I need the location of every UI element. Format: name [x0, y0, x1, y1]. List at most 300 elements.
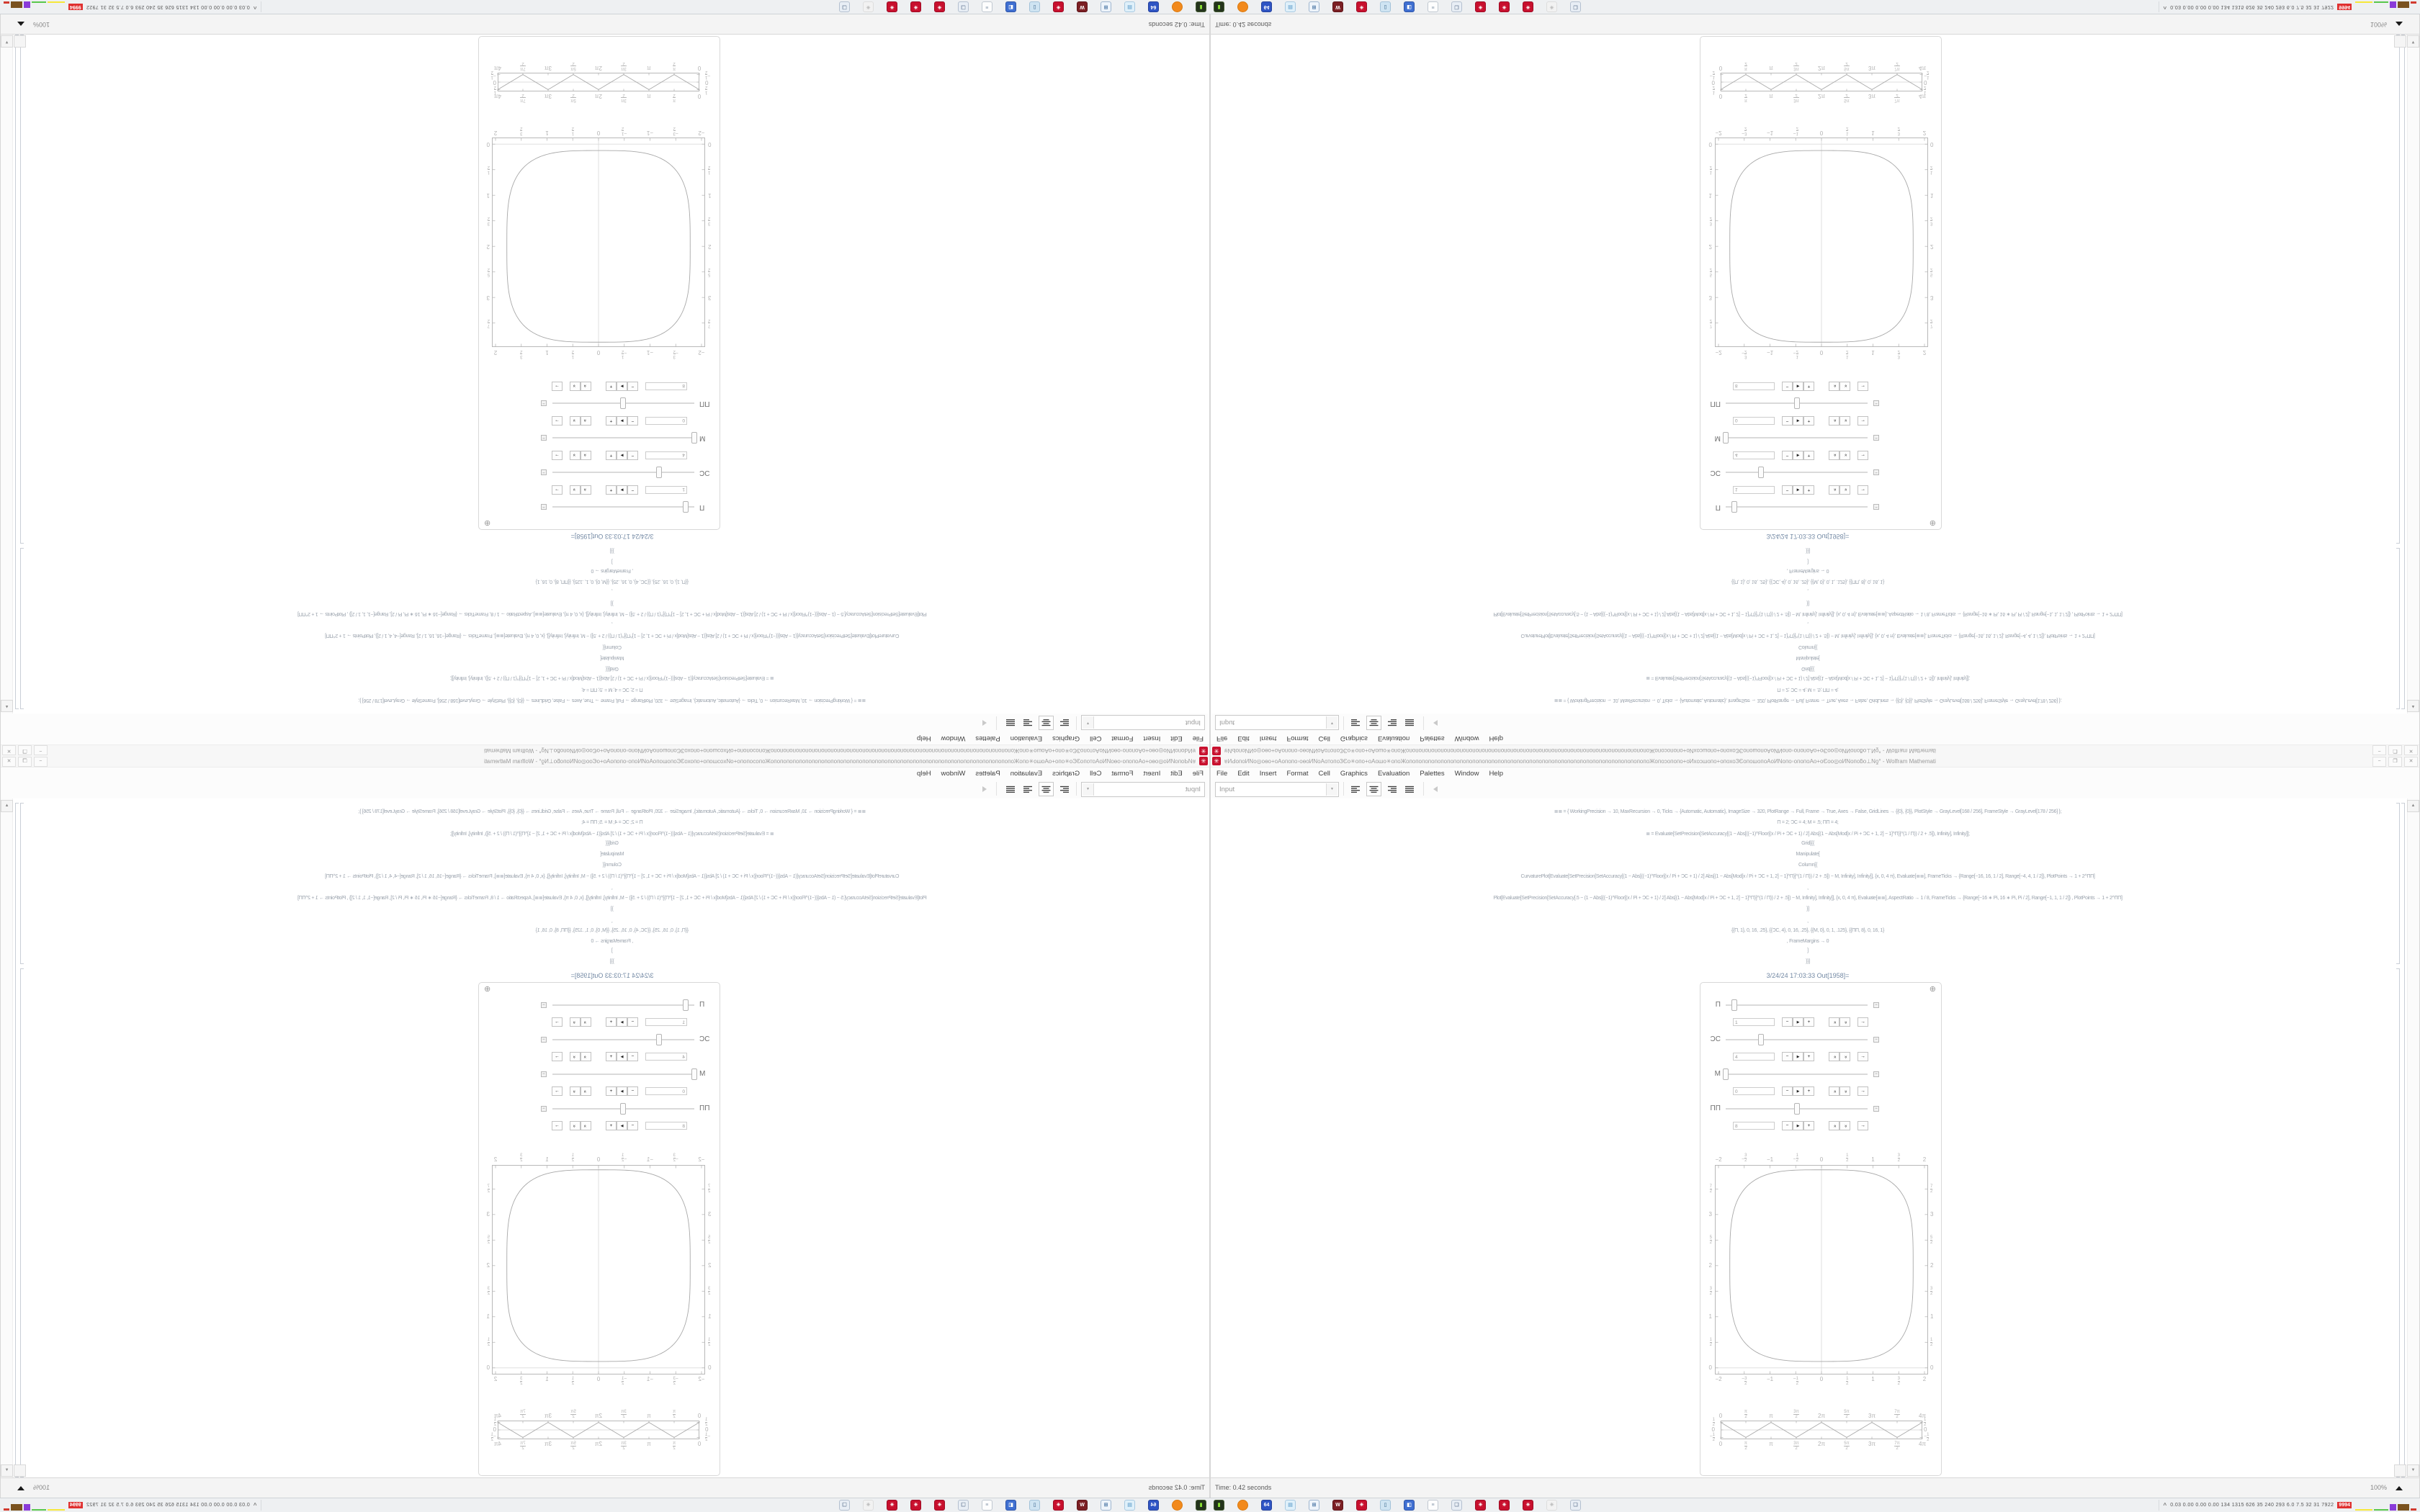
- slider-value-input[interactable]: [645, 486, 687, 494]
- cell-style-dropdown[interactable]: [1215, 782, 1339, 797]
- taskbar-device-icon[interactable]: ▯: [1029, 1, 1040, 12]
- stepper-plus-button[interactable]: +: [1803, 1052, 1814, 1061]
- slider-collapse-button[interactable]: −: [1873, 1106, 1879, 1112]
- notebook-content[interactable]: [1210, 35, 2420, 714]
- slider-thumb[interactable]: [683, 501, 689, 513]
- restore-button[interactable]: ❐: [2388, 757, 2402, 767]
- menu-insert[interactable]: Insert: [1259, 770, 1277, 778]
- taskbar-writer-icon[interactable]: W: [1077, 1, 1088, 12]
- stepper-plus-button[interactable]: +: [1803, 1121, 1814, 1130]
- output-cell-bracket[interactable]: [20, 35, 24, 544]
- stepper-play-button[interactable]: ▶: [1793, 1086, 1803, 1096]
- align-left-button[interactable]: [1057, 716, 1072, 730]
- scroll-up-icon[interactable]: ▲: [1, 800, 13, 812]
- slider-value-input[interactable]: [645, 1122, 687, 1130]
- slider-track[interactable]: [1726, 437, 1868, 438]
- stepper-plus-button[interactable]: +: [1803, 416, 1814, 426]
- taskbar-firefox-icon[interactable]: [1237, 1, 1248, 12]
- close-button[interactable]: ✕: [2, 757, 16, 767]
- stepper-slower-button[interactable]: »: [570, 1052, 581, 1061]
- stepper-plus-button[interactable]: +: [606, 1121, 617, 1130]
- taskbar-commodore64-icon[interactable]: 64: [1148, 1500, 1159, 1511]
- stepper-plus-button[interactable]: +: [1803, 1017, 1814, 1027]
- taskbar-pages-icon[interactable]: ❏: [839, 1, 850, 12]
- back-arrow-icon[interactable]: [1433, 720, 1438, 726]
- taskbar-device-icon[interactable]: ▯: [1380, 1500, 1391, 1511]
- slider-thumb[interactable]: [656, 467, 662, 478]
- taskbar-device-icon[interactable]: ▯: [1380, 1, 1391, 12]
- notebook-content[interactable]: [1210, 798, 2420, 1477]
- menu-palettes[interactable]: Palettes: [1420, 770, 1445, 778]
- slider-collapse-button[interactable]: −: [541, 1002, 547, 1008]
- stepper-faster-button[interactable]: «: [581, 1086, 591, 1096]
- manipulate-menu-icon[interactable]: ⊕: [484, 518, 491, 527]
- stepper-play-button[interactable]: ▶: [617, 416, 627, 426]
- taskbar-system-monitor-icon[interactable]: ▮: [1214, 1, 1224, 12]
- slider-value-input[interactable]: [1733, 1018, 1775, 1026]
- stepper-faster-button[interactable]: «: [581, 485, 591, 495]
- back-arrow-icon[interactable]: [982, 786, 987, 792]
- scroll-corner[interactable]: [14, 1464, 26, 1477]
- slider-collapse-button[interactable]: −: [541, 435, 547, 441]
- stepper-slower-button[interactable]: »: [570, 485, 581, 495]
- cell-group-bracket[interactable]: [15, 35, 19, 709]
- scroll-corner[interactable]: [2394, 35, 2406, 48]
- slider-value-input[interactable]: [1733, 417, 1775, 425]
- stepper-faster-button[interactable]: «: [1829, 451, 1839, 460]
- input-cell[interactable]: [14, 498, 1210, 714]
- menu-insert[interactable]: Insert: [1143, 734, 1161, 742]
- slider-track[interactable]: [552, 1039, 694, 1040]
- taskbar-browser-icon[interactable]: ◧: [1005, 1, 1016, 12]
- stepper-slower-button[interactable]: »: [1839, 451, 1850, 460]
- slider-track[interactable]: [552, 1074, 694, 1075]
- menu-palettes[interactable]: Palettes: [975, 770, 1000, 778]
- stepper-step-button[interactable]: →: [1857, 382, 1868, 391]
- taskbar-commodore64-icon[interactable]: 64: [1148, 1, 1159, 12]
- stepper-plus-button[interactable]: +: [606, 1017, 617, 1027]
- taskbar-pages-icon[interactable]: ❏: [1570, 1, 1581, 12]
- taskbar-writer-icon[interactable]: W: [1332, 1500, 1343, 1511]
- input-cell-bracket[interactable]: [2396, 803, 2400, 964]
- slider-collapse-button[interactable]: −: [1873, 1071, 1879, 1077]
- minimize-button[interactable]: −: [2372, 757, 2386, 767]
- slider-track[interactable]: [1726, 1074, 1868, 1075]
- scroll-up-icon[interactable]: ▲: [2407, 700, 2419, 712]
- menu-edit[interactable]: Edit: [1170, 770, 1183, 778]
- manipulate-menu-icon[interactable]: ⊕: [1929, 985, 1936, 994]
- align-left-button[interactable]: [1348, 716, 1363, 730]
- align-justify-button[interactable]: [1003, 716, 1018, 730]
- cell-style-dropdown[interactable]: [1081, 715, 1205, 730]
- stepper-faster-button[interactable]: «: [1829, 1052, 1839, 1061]
- stepper-play-button[interactable]: ▶: [1793, 416, 1803, 426]
- stepper-plus-button[interactable]: +: [606, 382, 617, 391]
- dropdown-arrow-icon[interactable]: ▼: [1083, 716, 1094, 729]
- stepper-slower-button[interactable]: »: [570, 1086, 581, 1096]
- magnification-menu-icon[interactable]: [2396, 1486, 2403, 1490]
- scroll-down-icon[interactable]: ▼: [2407, 35, 2419, 48]
- stepper-play-button[interactable]: ▶: [1793, 1052, 1803, 1061]
- taskbar-commodore64-icon[interactable]: 64: [1261, 1500, 1272, 1511]
- magnification-menu-icon[interactable]: [17, 22, 24, 26]
- menu-graphics[interactable]: Graphics: [1052, 770, 1080, 778]
- tray-expand-icon[interactable]: ^: [2163, 4, 2167, 10]
- menu-palettes[interactable]: Palettes: [975, 734, 1000, 742]
- taskbar-notes-icon[interactable]: ▤: [1285, 1500, 1296, 1511]
- menu-graphics[interactable]: Graphics: [1052, 734, 1080, 742]
- stepper-minus-button[interactable]: −: [1782, 382, 1793, 391]
- align-center-button[interactable]: [1366, 716, 1381, 730]
- stepper-step-button[interactable]: →: [1857, 451, 1868, 460]
- stepper-minus-button[interactable]: −: [1782, 1017, 1793, 1027]
- stepper-faster-button[interactable]: «: [581, 1017, 591, 1027]
- menu-window[interactable]: Window: [941, 734, 966, 742]
- menu-evaluation[interactable]: Evaluation: [1377, 770, 1410, 778]
- menu-format[interactable]: Format: [1111, 770, 1134, 778]
- stepper-play-button[interactable]: ▶: [617, 1052, 627, 1061]
- stepper-faster-button[interactable]: «: [581, 1052, 591, 1061]
- slider-value-input[interactable]: [645, 451, 687, 459]
- taskbar-calculator-icon[interactable]: ⊞: [1309, 1, 1319, 12]
- restore-button[interactable]: ❐: [18, 745, 32, 755]
- align-center-button[interactable]: [1039, 716, 1054, 730]
- stepper-plus-button[interactable]: +: [1803, 485, 1814, 495]
- slider-value-input[interactable]: [1733, 382, 1775, 390]
- stepper-step-button[interactable]: →: [552, 451, 563, 460]
- slider-collapse-button[interactable]: −: [1873, 504, 1879, 510]
- menu-file[interactable]: File: [1216, 734, 1228, 742]
- slider-thumb[interactable]: [1731, 501, 1737, 513]
- taskbar-pages-icon[interactable]: ❏: [839, 1500, 850, 1511]
- tray-expand-icon[interactable]: ^: [2163, 1502, 2167, 1508]
- stepper-play-button[interactable]: ▶: [617, 485, 627, 495]
- slider-track[interactable]: [1726, 472, 1868, 473]
- stepper-step-button[interactable]: →: [1857, 1086, 1868, 1096]
- taskbar-mathematica-icon[interactable]: ✳: [1356, 1, 1367, 12]
- slider-value-input[interactable]: [645, 1087, 687, 1095]
- stepper-play-button[interactable]: ▶: [1793, 485, 1803, 495]
- taskbar-mathematica-icon[interactable]: ✳: [1523, 1500, 1533, 1511]
- stepper-step-button[interactable]: →: [1857, 1052, 1868, 1061]
- taskbar-calculator-icon[interactable]: ⊞: [1101, 1500, 1111, 1511]
- cell-group-bracket[interactable]: [15, 803, 19, 1477]
- taskbar-pages-icon[interactable]: ❏: [1451, 1500, 1462, 1511]
- stepper-slower-button[interactable]: »: [1839, 1017, 1850, 1027]
- stepper-step-button[interactable]: →: [1857, 1017, 1868, 1027]
- notebook-content[interactable]: [0, 798, 1210, 1477]
- slider-value-input[interactable]: [645, 382, 687, 390]
- stepper-plus-button[interactable]: +: [1803, 382, 1814, 391]
- stepper-step-button[interactable]: →: [1857, 1121, 1868, 1130]
- minimize-button[interactable]: −: [2372, 745, 2386, 755]
- stepper-play-button[interactable]: ▶: [617, 382, 627, 391]
- stepper-faster-button[interactable]: «: [1829, 485, 1839, 495]
- align-left-button[interactable]: [1057, 782, 1072, 796]
- taskbar-mathematica-icon[interactable]: ✳: [1475, 1500, 1486, 1511]
- slider-collapse-button[interactable]: −: [1873, 1037, 1879, 1043]
- slider-collapse-button[interactable]: −: [541, 1037, 547, 1043]
- menu-evaluation[interactable]: Evaluation: [1010, 770, 1043, 778]
- stepper-minus-button[interactable]: −: [627, 485, 638, 495]
- scroll-corner[interactable]: [14, 35, 26, 48]
- slider-value-input[interactable]: [1733, 451, 1775, 459]
- stepper-minus-button[interactable]: −: [1782, 1121, 1793, 1130]
- stepper-faster-button[interactable]: «: [1829, 382, 1839, 391]
- menu-palettes[interactable]: Palettes: [1420, 734, 1445, 742]
- taskbar-mathematica-icon[interactable]: ✳: [934, 1, 945, 12]
- scroll-down-icon[interactable]: ▼: [1, 35, 13, 48]
- taskbar-document-icon[interactable]: ≡: [982, 1500, 992, 1511]
- taskbar-browser-icon[interactable]: ◧: [1404, 1, 1415, 12]
- menu-cell[interactable]: Cell: [1090, 734, 1102, 742]
- menu-file[interactable]: File: [1192, 734, 1204, 742]
- align-justify-button[interactable]: [1402, 782, 1417, 796]
- slider-collapse-button[interactable]: −: [1873, 1002, 1879, 1008]
- scroll-up-icon[interactable]: ▲: [1, 700, 13, 712]
- menu-edit[interactable]: Edit: [1237, 770, 1250, 778]
- slider-track[interactable]: [552, 506, 694, 508]
- stepper-plus-button[interactable]: +: [606, 451, 617, 460]
- align-left-button[interactable]: [1348, 782, 1363, 796]
- align-right-button[interactable]: [1021, 716, 1036, 730]
- stepper-faster-button[interactable]: «: [1829, 1121, 1839, 1130]
- slider-value-input[interactable]: [1733, 1122, 1775, 1130]
- stepper-faster-button[interactable]: «: [1829, 416, 1839, 426]
- stepper-play-button[interactable]: ▶: [617, 1121, 627, 1130]
- manipulate-menu-icon[interactable]: ⊕: [1929, 518, 1936, 527]
- stepper-plus-button[interactable]: +: [606, 485, 617, 495]
- menu-edit[interactable]: Edit: [1237, 734, 1250, 742]
- taskbar-mathematica-icon[interactable]: ✳: [934, 1500, 945, 1511]
- output-cell-bracket[interactable]: [2396, 35, 2400, 544]
- taskbar-mathematica-icon[interactable]: ✳: [887, 1, 897, 12]
- magnification-menu-icon[interactable]: [2396, 22, 2403, 26]
- taskbar-document-icon[interactable]: ≡: [982, 1, 992, 12]
- stepper-plus-button[interactable]: +: [1803, 451, 1814, 460]
- taskbar-pages-icon[interactable]: ❏: [1451, 1, 1462, 12]
- taskbar-mathematica-icon[interactable]: ✳: [1523, 1, 1533, 12]
- tray-expand-icon[interactable]: ^: [253, 1502, 257, 1508]
- menu-insert[interactable]: Insert: [1259, 734, 1277, 742]
- slider-track[interactable]: [1726, 1039, 1868, 1040]
- stepper-play-button[interactable]: ▶: [617, 1017, 627, 1027]
- slider-track[interactable]: [552, 1004, 694, 1006]
- stepper-minus-button[interactable]: −: [627, 1086, 638, 1096]
- menu-help[interactable]: Help: [1489, 770, 1503, 778]
- taskbar-ghost-icon[interactable]: ✳: [1546, 1, 1557, 12]
- scroll-down-icon[interactable]: ▼: [2407, 1464, 2419, 1477]
- scroll-up-icon[interactable]: ▲: [2407, 800, 2419, 812]
- slider-thumb[interactable]: [683, 999, 689, 1011]
- taskbar-document-icon[interactable]: ≡: [1428, 1, 1438, 12]
- menu-evaluation[interactable]: Evaluation: [1010, 734, 1043, 742]
- stepper-minus-button[interactable]: −: [1782, 485, 1793, 495]
- menu-cell[interactable]: Cell: [1318, 770, 1330, 778]
- taskbar-mathematica-icon[interactable]: ✳: [887, 1500, 897, 1511]
- slider-collapse-button[interactable]: −: [1873, 469, 1879, 475]
- taskbar-firefox-icon[interactable]: [1172, 1500, 1183, 1511]
- scroll-corner[interactable]: [2394, 1464, 2406, 1477]
- slider-track[interactable]: [552, 437, 694, 438]
- taskbar-mathematica-icon[interactable]: ✳: [1499, 1, 1510, 12]
- stepper-faster-button[interactable]: «: [581, 416, 591, 426]
- stepper-plus-button[interactable]: +: [1803, 1086, 1814, 1096]
- close-button[interactable]: ✕: [2404, 757, 2418, 767]
- stepper-faster-button[interactable]: «: [581, 1121, 591, 1130]
- stepper-minus-button[interactable]: −: [627, 1052, 638, 1061]
- stepper-step-button[interactable]: →: [552, 485, 563, 495]
- scroll-down-icon[interactable]: ▼: [1, 1464, 13, 1477]
- taskbar-browser-icon[interactable]: ◧: [1005, 1500, 1016, 1511]
- align-center-button[interactable]: [1366, 782, 1381, 796]
- slider-thumb[interactable]: [621, 397, 627, 409]
- menu-cell[interactable]: Cell: [1090, 770, 1102, 778]
- menu-window[interactable]: Window: [1454, 734, 1479, 742]
- align-right-button[interactable]: [1384, 716, 1399, 730]
- cell-group-bracket[interactable]: [2401, 803, 2405, 1477]
- stepper-play-button[interactable]: ▶: [1793, 1121, 1803, 1130]
- dropdown-arrow-icon[interactable]: ▼: [1326, 783, 1337, 796]
- back-arrow-icon[interactable]: [1433, 786, 1438, 792]
- slider-track[interactable]: [1726, 1004, 1868, 1006]
- slider-value-input[interactable]: [1733, 1053, 1775, 1061]
- stepper-slower-button[interactable]: »: [1839, 1052, 1850, 1061]
- slider-thumb[interactable]: [691, 432, 697, 444]
- taskbar-notes-icon[interactable]: ▤: [1124, 1500, 1135, 1511]
- menu-graphics[interactable]: Graphics: [1340, 734, 1368, 742]
- slider-thumb[interactable]: [1794, 397, 1800, 409]
- menu-file[interactable]: File: [1216, 770, 1228, 778]
- menu-insert[interactable]: Insert: [1143, 770, 1161, 778]
- stepper-minus-button[interactable]: −: [627, 451, 638, 460]
- taskbar-mathematica-icon[interactable]: ✳: [1053, 1, 1064, 12]
- stepper-plus-button[interactable]: +: [606, 1086, 617, 1096]
- menu-format[interactable]: Format: [1111, 734, 1134, 742]
- align-right-button[interactable]: [1384, 782, 1399, 796]
- slider-thumb[interactable]: [656, 1034, 662, 1045]
- stepper-step-button[interactable]: →: [552, 1086, 563, 1096]
- slider-value-input[interactable]: [645, 417, 687, 425]
- menu-edit[interactable]: Edit: [1170, 734, 1183, 742]
- slider-thumb[interactable]: [1723, 432, 1729, 444]
- cell-style-dropdown[interactable]: [1081, 782, 1205, 797]
- slider-collapse-button[interactable]: −: [1873, 400, 1879, 406]
- taskbar-system-monitor-icon[interactable]: ▮: [1214, 1500, 1224, 1511]
- stepper-minus-button[interactable]: −: [627, 1017, 638, 1027]
- stepper-play-button[interactable]: ▶: [617, 1086, 627, 1096]
- stepper-play-button[interactable]: ▶: [1793, 1017, 1803, 1027]
- dropdown-arrow-icon[interactable]: ▼: [1326, 716, 1337, 729]
- slider-collapse-button[interactable]: −: [541, 469, 547, 475]
- stepper-slower-button[interactable]: »: [570, 1121, 581, 1130]
- stepper-faster-button[interactable]: «: [581, 451, 591, 460]
- stepper-play-button[interactable]: ▶: [1793, 382, 1803, 391]
- slider-thumb[interactable]: [1758, 1034, 1764, 1045]
- taskbar-browser-icon[interactable]: ◧: [1404, 1500, 1415, 1511]
- stepper-faster-button[interactable]: «: [1829, 1086, 1839, 1096]
- taskbar-mathematica-icon[interactable]: ✳: [1356, 1500, 1367, 1511]
- taskbar-calculator-icon[interactable]: ⊞: [1309, 1500, 1319, 1511]
- stepper-plus-button[interactable]: +: [606, 1052, 617, 1061]
- slider-collapse-button[interactable]: −: [541, 504, 547, 510]
- slider-value-input[interactable]: [645, 1053, 687, 1061]
- menu-graphics[interactable]: Graphics: [1340, 770, 1368, 778]
- menu-format[interactable]: Format: [1286, 734, 1309, 742]
- stepper-minus-button[interactable]: −: [627, 382, 638, 391]
- taskbar-writer-icon[interactable]: W: [1332, 1, 1343, 12]
- back-arrow-icon[interactable]: [982, 720, 987, 726]
- taskbar-firefox-icon[interactable]: [1237, 1500, 1248, 1511]
- stepper-slower-button[interactable]: »: [1839, 1121, 1850, 1130]
- stepper-minus-button[interactable]: −: [1782, 416, 1793, 426]
- taskbar-mathematica-icon[interactable]: ✳: [1475, 1, 1486, 12]
- taskbar-calculator-icon[interactable]: ⊞: [1101, 1, 1111, 12]
- stepper-slower-button[interactable]: »: [570, 416, 581, 426]
- menu-format[interactable]: Format: [1286, 770, 1309, 778]
- slider-collapse-button[interactable]: −: [1873, 435, 1879, 441]
- taskbar-mathematica-icon[interactable]: ✳: [910, 1500, 921, 1511]
- stepper-play-button[interactable]: ▶: [617, 451, 627, 460]
- stepper-minus-button[interactable]: −: [627, 1121, 638, 1130]
- taskbar-notes-icon[interactable]: ▤: [1124, 1, 1135, 12]
- taskbar-pages-icon[interactable]: ❏: [958, 1500, 969, 1511]
- stepper-step-button[interactable]: →: [1857, 416, 1868, 426]
- cell-group-bracket[interactable]: [2401, 35, 2405, 709]
- taskbar-system-monitor-icon[interactable]: ▮: [1196, 1, 1206, 12]
- close-button[interactable]: ✕: [2404, 745, 2418, 755]
- menu-window[interactable]: Window: [1454, 770, 1479, 778]
- align-justify-button[interactable]: [1003, 782, 1018, 796]
- stepper-slower-button[interactable]: »: [1839, 382, 1850, 391]
- taskbar-writer-icon[interactable]: W: [1077, 1500, 1088, 1511]
- input-cell-bracket[interactable]: [2396, 548, 2400, 709]
- slider-thumb[interactable]: [1731, 999, 1737, 1011]
- menu-evaluation[interactable]: Evaluation: [1377, 734, 1410, 742]
- stepper-step-button[interactable]: →: [552, 1121, 563, 1130]
- slider-collapse-button[interactable]: −: [541, 400, 547, 406]
- input-cell-bracket[interactable]: [20, 548, 24, 709]
- stepper-minus-button[interactable]: −: [627, 416, 638, 426]
- vertical-scrollbar[interactable]: [0, 798, 13, 1477]
- stepper-slower-button[interactable]: »: [570, 382, 581, 391]
- taskbar-ghost-icon[interactable]: ✳: [863, 1500, 874, 1511]
- taskbar-device-icon[interactable]: ▯: [1029, 1500, 1040, 1511]
- slider-value-input[interactable]: [1733, 486, 1775, 494]
- stepper-slower-button[interactable]: »: [570, 451, 581, 460]
- stepper-minus-button[interactable]: −: [1782, 1052, 1793, 1061]
- menu-help[interactable]: Help: [1489, 734, 1503, 742]
- slider-track[interactable]: [552, 472, 694, 473]
- menu-file[interactable]: File: [1192, 770, 1204, 778]
- vertical-scrollbar[interactable]: [2407, 798, 2420, 1477]
- stepper-faster-button[interactable]: «: [1829, 1017, 1839, 1027]
- slider-thumb[interactable]: [1794, 1103, 1800, 1115]
- vertical-scrollbar[interactable]: [2407, 35, 2420, 714]
- slider-thumb[interactable]: [691, 1068, 697, 1080]
- stepper-slower-button[interactable]: »: [570, 1017, 581, 1027]
- manipulate-menu-icon[interactable]: ⊕: [484, 985, 491, 994]
- stepper-step-button[interactable]: →: [552, 1017, 563, 1027]
- stepper-plus-button[interactable]: +: [606, 416, 617, 426]
- stepper-faster-button[interactable]: «: [581, 382, 591, 391]
- taskbar-pages-icon[interactable]: ❏: [1570, 1500, 1581, 1511]
- taskbar-ghost-icon[interactable]: ✳: [1546, 1500, 1557, 1511]
- stepper-minus-button[interactable]: −: [1782, 1086, 1793, 1096]
- taskbar-ghost-icon[interactable]: ✳: [863, 1, 874, 12]
- cell-style-dropdown[interactable]: [1215, 715, 1339, 730]
- input-cell[interactable]: [1210, 498, 2406, 714]
